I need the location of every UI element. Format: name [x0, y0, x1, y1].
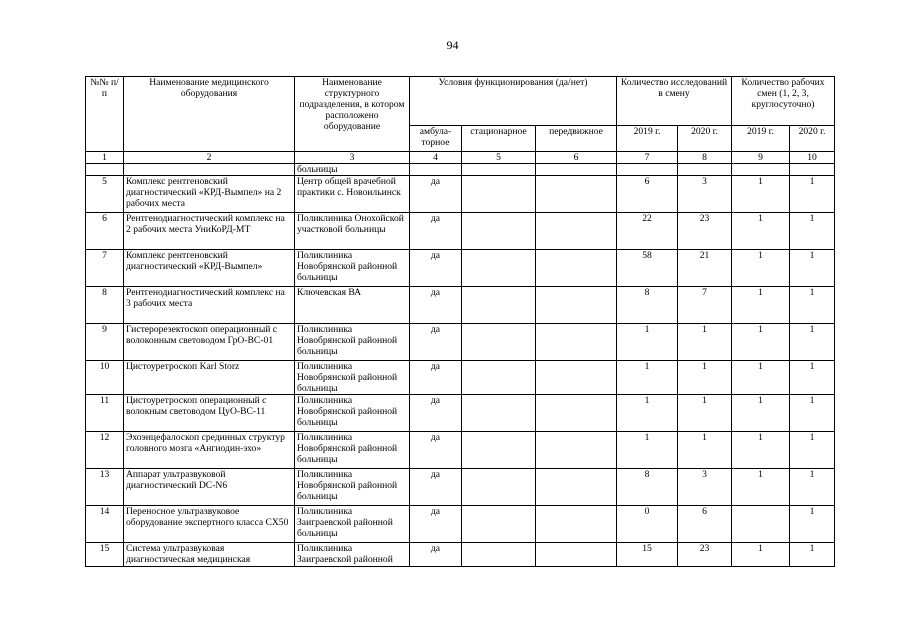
mobile-value	[536, 361, 617, 395]
division-name: Поликлиника Новобрянской районной больницы	[295, 432, 410, 469]
stationary-value	[462, 250, 536, 287]
stationary-value	[462, 287, 536, 324]
studies-2020-value: 6	[678, 506, 732, 543]
column-number: 6	[536, 152, 617, 164]
table-row	[86, 287, 835, 324]
equipment-name: Гистерорезектоскоп операционный с волоконным световодом ГрО-ВС-01	[124, 324, 295, 361]
studies-2019-value: 1	[617, 324, 678, 361]
shifts-2019-value: 1	[732, 395, 790, 432]
studies-2020-value: 7	[678, 287, 732, 324]
table-body	[86, 164, 835, 567]
studies-2019-value: 1	[617, 361, 678, 395]
shifts-2020-value: 1	[790, 324, 835, 361]
ambulatory-value: да	[410, 469, 462, 506]
equipment-name: Переносное ультразвуковое оборудование экспертного класса CX50	[124, 506, 295, 543]
shifts-2020-value: 1	[790, 506, 835, 543]
row-number: 9	[86, 324, 124, 361]
division-name: Поликлиника Новобрянской районной больницы	[295, 469, 410, 506]
row-number: 12	[86, 432, 124, 469]
shifts-2019-value	[732, 506, 790, 543]
shifts-2019-value: 1	[732, 324, 790, 361]
studies-2020-value: 3	[678, 176, 732, 213]
row-number: 15	[86, 543, 124, 567]
mobile-value	[536, 395, 617, 432]
stationary-value	[462, 324, 536, 361]
studies-2020-value: 23	[678, 543, 732, 567]
ambulatory-value: да	[410, 543, 462, 567]
studies-2020-value: 3	[678, 469, 732, 506]
row-number: 10	[86, 361, 124, 395]
table-header	[86, 77, 835, 164]
header-stationary: стационарное	[462, 126, 536, 152]
mobile-value	[536, 506, 617, 543]
mobile-value	[536, 213, 617, 250]
header-studies-2019: 2019 г.	[617, 126, 678, 152]
division-name: Поликлиника Новобрянской районной больницы	[295, 324, 410, 361]
column-number: 3	[295, 152, 410, 164]
division-name: Поликлиника Новобрянской районной больницы	[295, 361, 410, 395]
shifts-2020-value: 1	[790, 213, 835, 250]
equipment-name: Цистоуретроскоп операционный с волокным световодом ЦуО-ВС-11	[124, 395, 295, 432]
mobile-value	[536, 176, 617, 213]
shifts-2020-value: 1	[790, 250, 835, 287]
studies-2019-value: 8	[617, 287, 678, 324]
shifts-2020-value: 1	[790, 395, 835, 432]
table-row	[86, 469, 835, 506]
equipment-name: Цистоуретроскоп Karl Storz	[124, 361, 295, 395]
ambulatory-value: да	[410, 176, 462, 213]
division-name: Поликлиника Онохойской участковой больницы	[295, 213, 410, 250]
studies-2020-value: 1	[678, 361, 732, 395]
table-row	[86, 250, 835, 287]
equipment-name: Аппарат ультразвуковой диагностический DC-N6	[124, 469, 295, 506]
equipment-name: Комплекс рентгеновский диагностический «КРД-Вымпел»	[124, 250, 295, 287]
table-row	[86, 213, 835, 250]
equipment-name: Рентгенодиагностический комплекс на 3 рабочих места	[124, 287, 295, 324]
mobile-value	[536, 324, 617, 361]
studies-2019-value: 6	[617, 176, 678, 213]
column-number: 9	[732, 152, 790, 164]
column-number: 1	[86, 152, 124, 164]
row-number: 14	[86, 506, 124, 543]
column-number: 2	[124, 152, 295, 164]
table-row	[86, 543, 835, 567]
table-row	[86, 506, 835, 543]
column-number: 7	[617, 152, 678, 164]
header-shifts: Количество рабочих смен (1, 2, 3, круглосуточно)	[732, 77, 835, 126]
studies-2020-value: 23	[678, 213, 732, 250]
ambulatory-value: да	[410, 395, 462, 432]
ambulatory-value: да	[410, 213, 462, 250]
division-name: Ключевская ВА	[295, 287, 410, 324]
row-number: 11	[86, 395, 124, 432]
table-row	[86, 395, 835, 432]
header-shifts-2020: 2020 г.	[790, 126, 835, 152]
studies-2019-value: 8	[617, 469, 678, 506]
header-ambulatory: амбула-торное	[410, 126, 462, 152]
stationary-value	[462, 213, 536, 250]
header-division: Наименование структурного подразделения, в котором расположено оборудование	[295, 77, 410, 152]
equipment-name: Рентгенодиагностический комплекс на 2 рабочих места УниКоРД-МТ	[124, 213, 295, 250]
column-number-row	[86, 152, 835, 164]
row-number: 8	[86, 287, 124, 324]
ambulatory-value: да	[410, 324, 462, 361]
row-number: 13	[86, 469, 124, 506]
stationary-value	[462, 543, 536, 567]
column-number: 5	[462, 152, 536, 164]
row-number: 5	[86, 176, 124, 213]
shifts-2020-value: 1	[790, 176, 835, 213]
mobile-value	[536, 287, 617, 324]
mobile-value	[536, 250, 617, 287]
shifts-2019-value: 1	[732, 176, 790, 213]
equipment-name: Эхоэнцефалоскоп срединных структур головного мозга «Ангиодин-эхо»	[124, 432, 295, 469]
equipment-table	[85, 76, 835, 567]
table-row	[86, 324, 835, 361]
studies-2019-value: 0	[617, 506, 678, 543]
shifts-2020-value: 1	[790, 432, 835, 469]
shifts-2019-value: 1	[732, 287, 790, 324]
stationary-value	[462, 176, 536, 213]
stationary-value	[462, 469, 536, 506]
equipment-name: Система ультразвуковая диагностическая медицинская	[124, 543, 295, 567]
mobile-value	[536, 469, 617, 506]
shifts-2020-value: 1	[790, 543, 835, 567]
division-name: Поликлиника Заиграевской районной	[295, 543, 410, 567]
studies-2019-value: 58	[617, 250, 678, 287]
equipment-name: Комплекс рентгеновский диагностический «КРД-Вымпел» на 2 рабочих места	[124, 176, 295, 213]
shifts-2019-value: 1	[732, 250, 790, 287]
division-name: Поликлиника Новобрянской районной больницы	[295, 250, 410, 287]
header-shifts-2019: 2019 г.	[732, 126, 790, 152]
division-name: Центр общей врачебной практики с. Новоильинск	[295, 176, 410, 213]
column-number: 8	[678, 152, 732, 164]
column-number: 10	[790, 152, 835, 164]
shifts-2020-value: 1	[790, 469, 835, 506]
table-row	[86, 176, 835, 213]
shifts-2020-value: 1	[790, 287, 835, 324]
division-name: Поликлиника Новобрянской районной больницы	[295, 395, 410, 432]
shifts-2019-value: 1	[732, 432, 790, 469]
studies-2020-value: 1	[678, 432, 732, 469]
studies-2020-value: 21	[678, 250, 732, 287]
mobile-value	[536, 432, 617, 469]
ambulatory-value: да	[410, 250, 462, 287]
ambulatory-value: да	[410, 287, 462, 324]
table-row	[86, 432, 835, 469]
shifts-2020-value: 1	[790, 361, 835, 395]
continuation-division: больницы	[295, 164, 410, 176]
header-studies-2020: 2020 г.	[678, 126, 732, 152]
studies-2019-value: 1	[617, 432, 678, 469]
header-equipment: Наименование медицинского оборудования	[124, 77, 295, 152]
continuation-row	[86, 164, 835, 176]
studies-2020-value: 1	[678, 395, 732, 432]
column-number: 4	[410, 152, 462, 164]
stationary-value	[462, 432, 536, 469]
mobile-value	[536, 543, 617, 567]
stationary-value	[462, 506, 536, 543]
ambulatory-value: да	[410, 432, 462, 469]
row-number: 7	[86, 250, 124, 287]
header-conditions: Условия функционирования (да/нет)	[410, 77, 617, 126]
ambulatory-value: да	[410, 361, 462, 395]
studies-2019-value: 22	[617, 213, 678, 250]
studies-2019-value: 15	[617, 543, 678, 567]
shifts-2019-value: 1	[732, 213, 790, 250]
studies-2019-value: 1	[617, 395, 678, 432]
header-studies: Количество исследований в смену	[617, 77, 732, 126]
division-name: Поликлиника Заиграевской районной больницы	[295, 506, 410, 543]
stationary-value	[462, 395, 536, 432]
page-number: 94	[446, 38, 459, 52]
studies-2020-value: 1	[678, 324, 732, 361]
shifts-2019-value: 1	[732, 361, 790, 395]
header-mobile: передвижное	[536, 126, 617, 152]
table-row	[86, 361, 835, 395]
ambulatory-value: да	[410, 506, 462, 543]
row-number: 6	[86, 213, 124, 250]
shifts-2019-value: 1	[732, 543, 790, 567]
shifts-2019-value: 1	[732, 469, 790, 506]
header-num: №№ п/п	[86, 77, 124, 152]
stationary-value	[462, 361, 536, 395]
